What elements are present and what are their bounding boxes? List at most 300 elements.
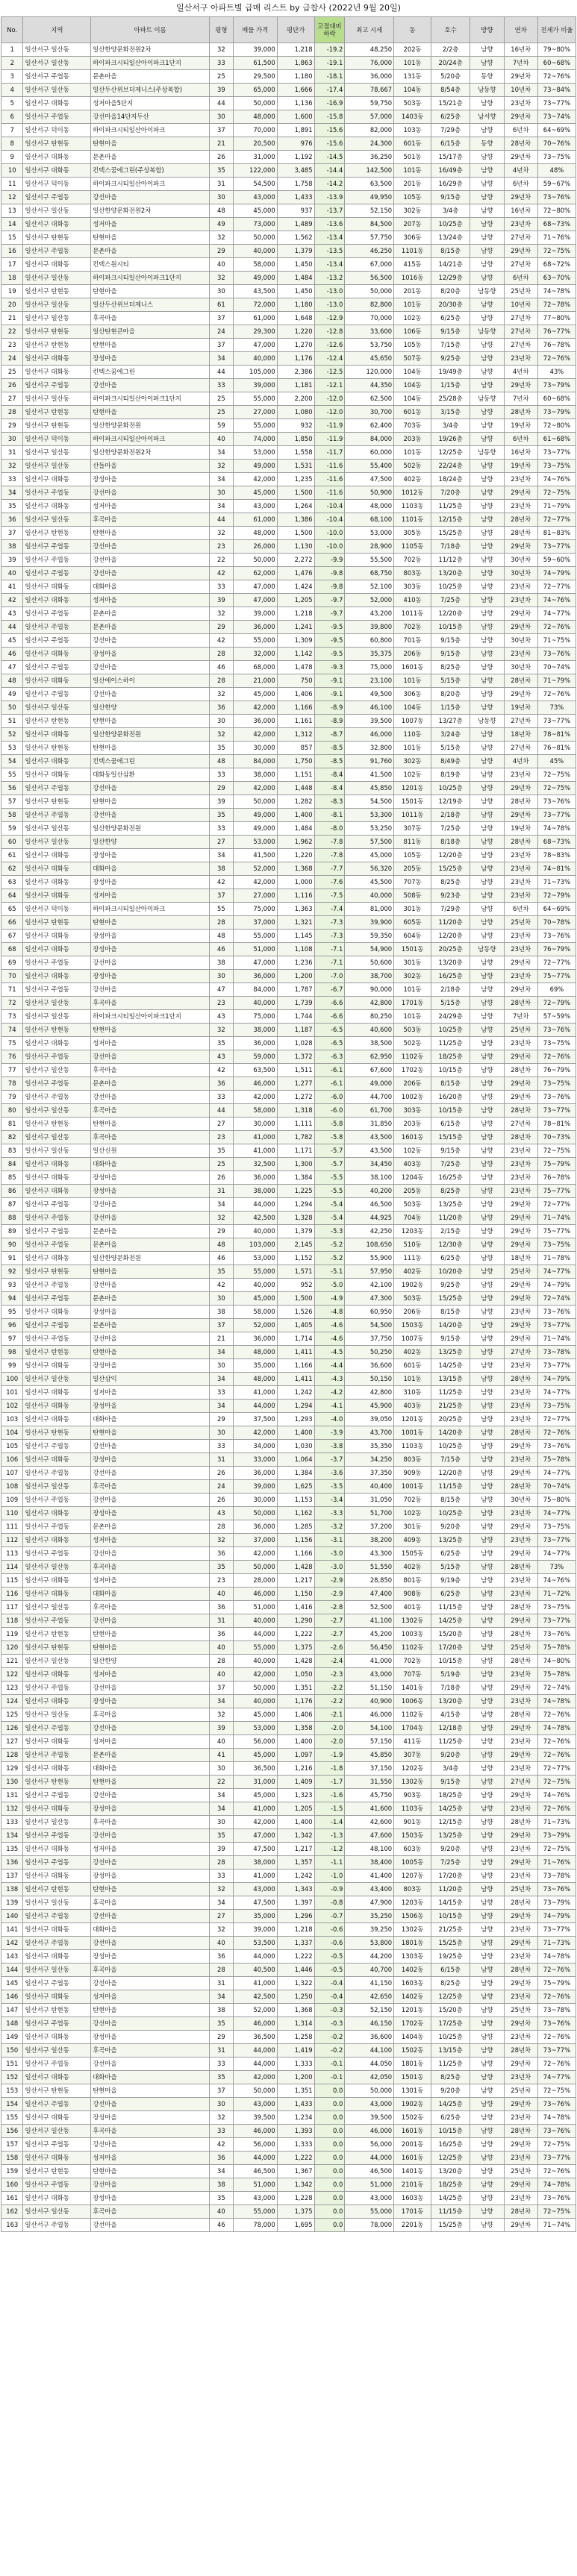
cell-per-pyeong: 1,176 [277,352,314,366]
cell-year: 28년차 [504,1064,537,1077]
cell-drop: -12.8 [314,325,345,339]
cell-per-pyeong: 1,428 [277,1655,314,1668]
cell-dong: 1011동 [394,809,431,822]
cell-dong: 703동 [394,419,431,433]
cell-peak: 80,250 [345,1010,394,1024]
cell-pyeong: 37 [209,1682,233,1695]
cell-apt: 강선마을 [91,2098,210,2111]
cell-apt: 탄현마을 [91,1024,210,1037]
cell-per-pyeong: 1,217 [277,1843,314,1856]
cell-dir: 남향 [470,983,504,997]
table-row [1,285,576,298]
table-row [1,1252,576,1265]
cell-region: 일산서구 대화동 [23,1950,91,1964]
cell-pyeong: 36 [209,1077,233,1091]
cell-apt: 강선마을 [91,1614,210,1628]
cell-floor: 8/25층 [431,661,470,674]
cell-dong: 415동 [394,258,431,272]
cell-ratio: 73~77% [537,2152,576,2165]
cell-per-pyeong: 1,448 [277,782,314,795]
cell-price: 55,000 [233,392,277,406]
cell-no: 113 [1,1547,23,1561]
cell-no: 65 [1,903,23,916]
table-row [1,2031,576,2044]
cell-pyeong: 31 [209,2044,233,2058]
cell-floor: 10/25층 [431,1507,470,1520]
cell-ratio: 73~76% [537,2125,576,2138]
cell-apt: 후곡마을 [91,513,210,527]
cell-year: 29년차 [504,110,537,124]
col-year: 연차 [504,17,537,43]
cell-apt: 강선마을 [91,1789,210,1802]
cell-per-pyeong: 1,312 [277,728,314,742]
cell-peak: 31,050 [345,1494,394,1507]
cell-drop: -13.6 [314,218,345,231]
cell-peak: 46,000 [345,1708,394,1722]
cell-price: 50,000 [233,97,277,110]
cell-dong: 503동 [394,1024,431,1037]
cell-region: 일산서구 주엽동 [23,2017,91,2031]
cell-apt: 일산탄현큰마을 [91,325,210,339]
cell-no: 148 [1,2017,23,2031]
cell-no: 9 [1,151,23,164]
cell-ratio: 72~76% [537,1735,576,1749]
cell-dir: 남향 [470,930,504,943]
cell-peak: 46,100 [345,701,394,715]
cell-ratio: 71~74% [537,2219,576,2232]
cell-dong: 1103동 [394,1802,431,1816]
cell-pyeong: 30 [209,970,233,983]
cell-region: 일산서구 탄현동 [23,2084,91,2098]
cell-no: 133 [1,1816,23,1829]
cell-per-pyeong: 1,272 [277,1091,314,1104]
cell-region: 일산서구 대화동 [23,1923,91,1937]
cell-apt: 대화마을 [91,1762,210,1776]
cell-region: 일산서구 대화동 [23,1453,91,1467]
cell-pyeong: 31 [209,1453,233,1467]
cell-price: 46,500 [233,2165,277,2178]
cell-pyeong: 36 [209,1601,233,1614]
cell-dong: 1603동 [394,1977,431,1990]
cell-pyeong: 44 [209,97,233,110]
cell-region: 일산서구 일산동 [23,822,91,836]
cell-pyeong: 37 [209,312,233,325]
cell-no: 62 [1,862,23,876]
cell-year: 23년차 [504,580,537,594]
cell-price: 42,000 [233,1547,277,1561]
cell-peak: 50,600 [345,956,394,970]
cell-drop: -13.5 [314,245,345,258]
cell-dir: 남향 [470,1050,504,1064]
cell-year: 25년차 [504,916,537,930]
cell-region: 일산서구 일산동 [23,204,91,218]
cell-ratio: 75~80% [537,1494,576,1507]
cell-year: 27년차 [504,715,537,728]
cell-peak: 46,500 [345,1198,394,1212]
cell-price: 59,000 [233,1050,277,1064]
cell-pyeong: 34 [209,446,233,460]
cell-pyeong: 35 [209,1144,233,1158]
cell-apt: 탄현마을 [91,1346,210,1359]
cell-pyeong: 24 [209,325,233,339]
table-row [1,191,576,204]
cell-ratio: 74~76% [537,594,576,607]
cell-per-pyeong: 1,166 [277,701,314,715]
table-row [1,1655,576,1668]
cell-region: 일산서구 탄현동 [23,419,91,433]
cell-no: 129 [1,1762,23,1776]
cell-pyeong: 39 [209,1843,233,1856]
cell-peak: 60,950 [345,1306,394,1319]
cell-no: 95 [1,1306,23,1319]
cell-apt: 문촌마을 [91,1319,210,1332]
cell-floor: 7/18층 [431,1682,470,1695]
cell-ratio: 72~77% [537,513,576,527]
cell-drop: -3.1 [314,1534,345,1547]
cell-pyeong: 37 [209,889,233,903]
cell-per-pyeong: 1,235 [277,473,314,486]
cell-dong: 307동 [394,822,431,836]
cell-year: 29년차 [504,2017,537,2031]
cell-floor: 14/21층 [431,258,470,272]
cell-year: 23년차 [504,943,537,956]
cell-apt: 후곡마을 [91,1964,210,1977]
cell-price: 53,000 [233,836,277,849]
cell-floor: 12/20층 [431,1467,470,1480]
table-row [1,2058,576,2071]
cell-region: 일산서구 주엽동 [23,1212,91,1225]
cell-price: 50,000 [233,1507,277,1520]
cell-no: 150 [1,2044,23,2058]
cell-dir: 남향 [470,1064,504,1077]
cell-peak: 52,150 [345,2004,394,2017]
cell-year: 28년차 [504,1964,537,1977]
cell-drop: -6.6 [314,997,345,1010]
cell-price: 36,000 [233,715,277,728]
cell-dir: 남향 [470,97,504,110]
cell-region: 일산서구 대화동 [23,889,91,903]
cell-apt: 일산한양문화전원2차 [91,204,210,218]
cell-ratio: 73~76% [537,795,576,809]
cell-floor: 14/20층 [431,1319,470,1332]
cell-per-pyeong: 976 [277,137,314,151]
cell-ratio: 71~79% [537,674,576,688]
cell-dir: 남향 [470,352,504,366]
cell-peak: 41,100 [345,1614,394,1628]
cell-no: 102 [1,1400,23,1413]
cell-price: 39,000 [233,1480,277,1494]
cell-apt: 문촌마을 [91,621,210,634]
cell-dir: 남향 [470,554,504,567]
cell-drop: -5.2 [314,1238,345,1252]
table-row [1,486,576,500]
cell-no: 147 [1,2004,23,2017]
cell-no: 76 [1,1050,23,1064]
cell-pyeong: 48 [209,755,233,768]
cell-drop: -4.6 [314,1332,345,1346]
cell-dong: 1016동 [394,272,431,285]
cell-floor: 10/15층 [431,1910,470,1923]
table-row [1,1789,576,1802]
cell-year: 16년차 [504,446,537,460]
cell-floor: 20/24층 [431,57,470,70]
cell-peak: 56,450 [345,1641,394,1655]
cell-region: 일산서구 주엽동 [23,1722,91,1735]
cell-drop: -14.4 [314,164,345,178]
cell-no: 55 [1,768,23,782]
cell-floor: 10/25층 [431,782,470,795]
cell-apt: 킨텍스꿈에그린 [91,366,210,379]
cell-no: 112 [1,1534,23,1547]
cell-ratio: 72~76% [537,352,576,366]
cell-ratio: 70~74% [537,661,576,674]
cell-drop: -8.5 [314,742,345,755]
cell-pyeong: 35 [209,1829,233,1843]
cell-drop: -6.0 [314,1091,345,1104]
cell-dir: 남향 [470,1252,504,1265]
cell-dir: 남향 [470,903,504,916]
cell-apt: 대화마을 [91,1158,210,1171]
cell-floor: 7/29층 [431,903,470,916]
cell-region: 일산서구 일산동 [23,84,91,97]
cell-region: 일산서구 주엽동 [23,1910,91,1923]
cell-floor: 21/25층 [431,1923,470,1937]
cell-floor: 12/30층 [431,1238,470,1252]
cell-ratio: 73~79% [537,1896,576,1910]
cell-dir: 남향 [470,1883,504,1896]
cell-floor: 15/25층 [431,527,470,540]
cell-price: 40,000 [233,1655,277,1668]
cell-per-pyeong: 1,379 [277,1225,314,1238]
cell-apt: 일산두산위브더제니스(주상복합) [91,84,210,97]
cell-floor: 3/4층 [431,1762,470,1776]
cell-ratio: 72~75% [537,2138,576,2152]
cell-peak: 43,200 [345,607,394,621]
cell-dir: 남향 [470,1762,504,1776]
cell-pyeong: 34 [209,473,233,486]
cell-price: 55,000 [233,1641,277,1655]
cell-region: 일산서구 덕이동 [23,124,91,137]
cell-apt: 대화마을 [91,580,210,594]
cell-pyeong: 42 [209,567,233,580]
cell-ratio: 60~68% [537,392,576,406]
table-row [1,1990,576,2004]
cell-pyeong: 32 [209,1212,233,1225]
cell-ratio: 71~74% [537,1332,576,1346]
cell-price: 37,000 [233,1534,277,1547]
cell-no: 124 [1,1695,23,1708]
cell-price: 38,000 [233,1856,277,1870]
cell-dir: 남향 [470,1682,504,1695]
cell-pyeong: 48 [209,930,233,943]
cell-ratio: 75~78% [537,1453,576,1467]
cell-floor: 10/15층 [431,2125,470,2138]
cell-ratio: 72~75% [537,782,576,795]
cell-dir: 남향 [470,379,504,392]
cell-price: 51,000 [233,2178,277,2192]
table-row [1,1977,576,1990]
cell-per-pyeong: 1,375 [277,2205,314,2219]
cell-dong: 1101동 [394,245,431,258]
cell-floor: 10/15층 [431,1104,470,1118]
cell-peak: 24,300 [345,137,394,151]
cell-floor: 8/25층 [431,1185,470,1198]
cell-drop: -18.1 [314,70,345,84]
cell-dir: 남향 [470,527,504,540]
cell-dir: 남서향 [470,110,504,124]
cell-no: 108 [1,1480,23,1494]
cell-per-pyeong: 1,171 [277,1144,314,1158]
cell-floor: 9/25층 [431,352,470,366]
cell-apt: 강선마을 [91,1910,210,1923]
cell-apt: 성저마을 [91,1386,210,1400]
cell-per-pyeong: 1,648 [277,312,314,325]
cell-dong: 1105동 [394,540,431,554]
cell-apt: 장성마을 [91,1507,210,1520]
cell-dong: 603동 [394,1843,431,1856]
cell-floor: 13/25층 [431,1198,470,1212]
cell-drop: -5.3 [314,1225,345,1238]
cell-per-pyeong: 1,571 [277,1265,314,1279]
cell-dir: 남동향 [470,285,504,298]
cell-region: 일산서구 주엽동 [23,621,91,634]
cell-dong: 1902동 [394,2098,431,2111]
cell-no: 153 [1,2084,23,2098]
cell-region: 일산서구 대화동 [23,1037,91,1050]
cell-no: 16 [1,245,23,258]
cell-region: 일산서구 대화동 [23,473,91,486]
cell-region: 일산서구 탄현동 [23,1024,91,1037]
cell-year: 29년차 [504,688,537,701]
cell-per-pyeong: 1,218 [277,43,314,57]
cell-floor: 13/25층 [431,1534,470,1547]
cell-dir: 남향 [470,1426,504,1440]
cell-ratio: 74~78% [537,822,576,836]
cell-price: 45,000 [233,1749,277,1762]
cell-floor: 12/25층 [431,1990,470,2004]
table-row [1,1050,576,1064]
cell-region: 일산서구 주엽동 [23,607,91,621]
cell-dong: 702동 [394,621,431,634]
cell-dong: 701동 [394,634,431,648]
cell-ratio: 73% [537,1561,576,1574]
cell-dong: 1702동 [394,2017,431,2031]
cell-dong: 301동 [394,956,431,970]
table-row [1,607,576,621]
cell-ratio: 73~75% [537,151,576,164]
cell-ratio: 73~76% [537,1883,576,1896]
cell-price: 42,000 [233,473,277,486]
cell-dir: 남향 [470,2004,504,2017]
cell-floor: 11/20층 [431,916,470,930]
cell-peak: 52,500 [345,1601,394,1614]
cell-floor: 7/15층 [431,339,470,352]
cell-apt: 문촌마을 [91,1292,210,1306]
cell-drop: -6.5 [314,1037,345,1050]
cell-ratio: 72~76% [537,621,576,634]
cell-peak: 56,000 [345,2138,394,2152]
cell-dong: 102동 [394,768,431,782]
cell-drop: 0.0 [314,2098,345,2111]
cell-drop: -0.1 [314,2071,345,2084]
cell-dir: 남향 [470,486,504,500]
cell-no: 29 [1,419,23,433]
cell-dir: 동향 [470,70,504,84]
cell-ratio: 75~79% [537,1158,576,1171]
cell-apt: 강선마을 [91,956,210,970]
cell-pyeong: 33 [209,1870,233,1883]
cell-pyeong: 32 [209,607,233,621]
cell-ratio: 74~78% [537,2178,576,2192]
cell-dong: 401동 [394,1601,431,1614]
cell-region: 일산서구 탄현동 [23,527,91,540]
cell-pyeong: 26 [209,151,233,164]
cell-region: 일산서구 일산동 [23,1064,91,1077]
cell-drop: -1.1 [314,1856,345,1870]
cell-no: 84 [1,1158,23,1171]
cell-year: 23년차 [504,1185,537,1198]
cell-floor: 10/15층 [431,1064,470,1077]
cell-drop: -10.4 [314,513,345,527]
cell-apt: 강선마을 [91,782,210,795]
table-row [1,1413,576,1426]
cell-no: 145 [1,1977,23,1990]
cell-ratio: 72~76% [537,2031,576,2044]
table-row [1,500,576,513]
table-row [1,1212,576,1225]
cell-per-pyeong: 1,222 [277,2152,314,2165]
cell-dir: 남향 [470,1212,504,1225]
cell-ratio: 74~76% [537,473,576,486]
cell-region: 일산서구 주엽동 [23,1050,91,1064]
cell-per-pyeong: 1,050 [277,1668,314,1682]
cell-drop: -4.1 [314,1400,345,1413]
cell-drop: -0.5 [314,1964,345,1977]
cell-peak: 120,000 [345,366,394,379]
cell-dong: 1503동 [394,1829,431,1843]
cell-ratio: 70~74% [537,1480,576,1494]
cell-price: 41,000 [233,1802,277,1816]
cell-region: 일산서구 일산동 [23,513,91,527]
cell-pyeong: 55 [209,903,233,916]
cell-year: 29년차 [504,1225,537,1238]
cell-year: 23년차 [504,1306,537,1319]
table-row [1,1708,576,1722]
cell-ratio: 72~74% [537,1292,576,1306]
cell-per-pyeong: 1,234 [277,2111,314,2125]
cell-per-pyeong: 1,218 [277,1923,314,1937]
table-row [1,567,576,580]
cell-apt: 대화마을 [91,2071,210,2084]
cell-per-pyeong: 1,116 [277,889,314,903]
cell-dong: 206동 [394,1306,431,1319]
cell-dir: 남향 [470,433,504,446]
cell-floor: 14/25층 [431,2098,470,2111]
cell-ratio: 71~73% [537,1816,576,1829]
cell-drop: -5.0 [314,1279,345,1292]
cell-ratio: 73~77% [537,97,576,110]
cell-price: 42,000 [233,1426,277,1440]
table-row [1,137,576,151]
cell-ratio: 74~76% [537,1789,576,1802]
cell-drop: -4.6 [314,1319,345,1332]
cell-price: 68,000 [233,661,277,674]
cell-price: 48,000 [233,1346,277,1359]
cell-ratio: 73~77% [537,2044,576,2058]
cell-no: 146 [1,1990,23,2004]
cell-region: 일산서구 주엽동 [23,1494,91,1507]
cell-floor: 6/25층 [431,1588,470,1601]
